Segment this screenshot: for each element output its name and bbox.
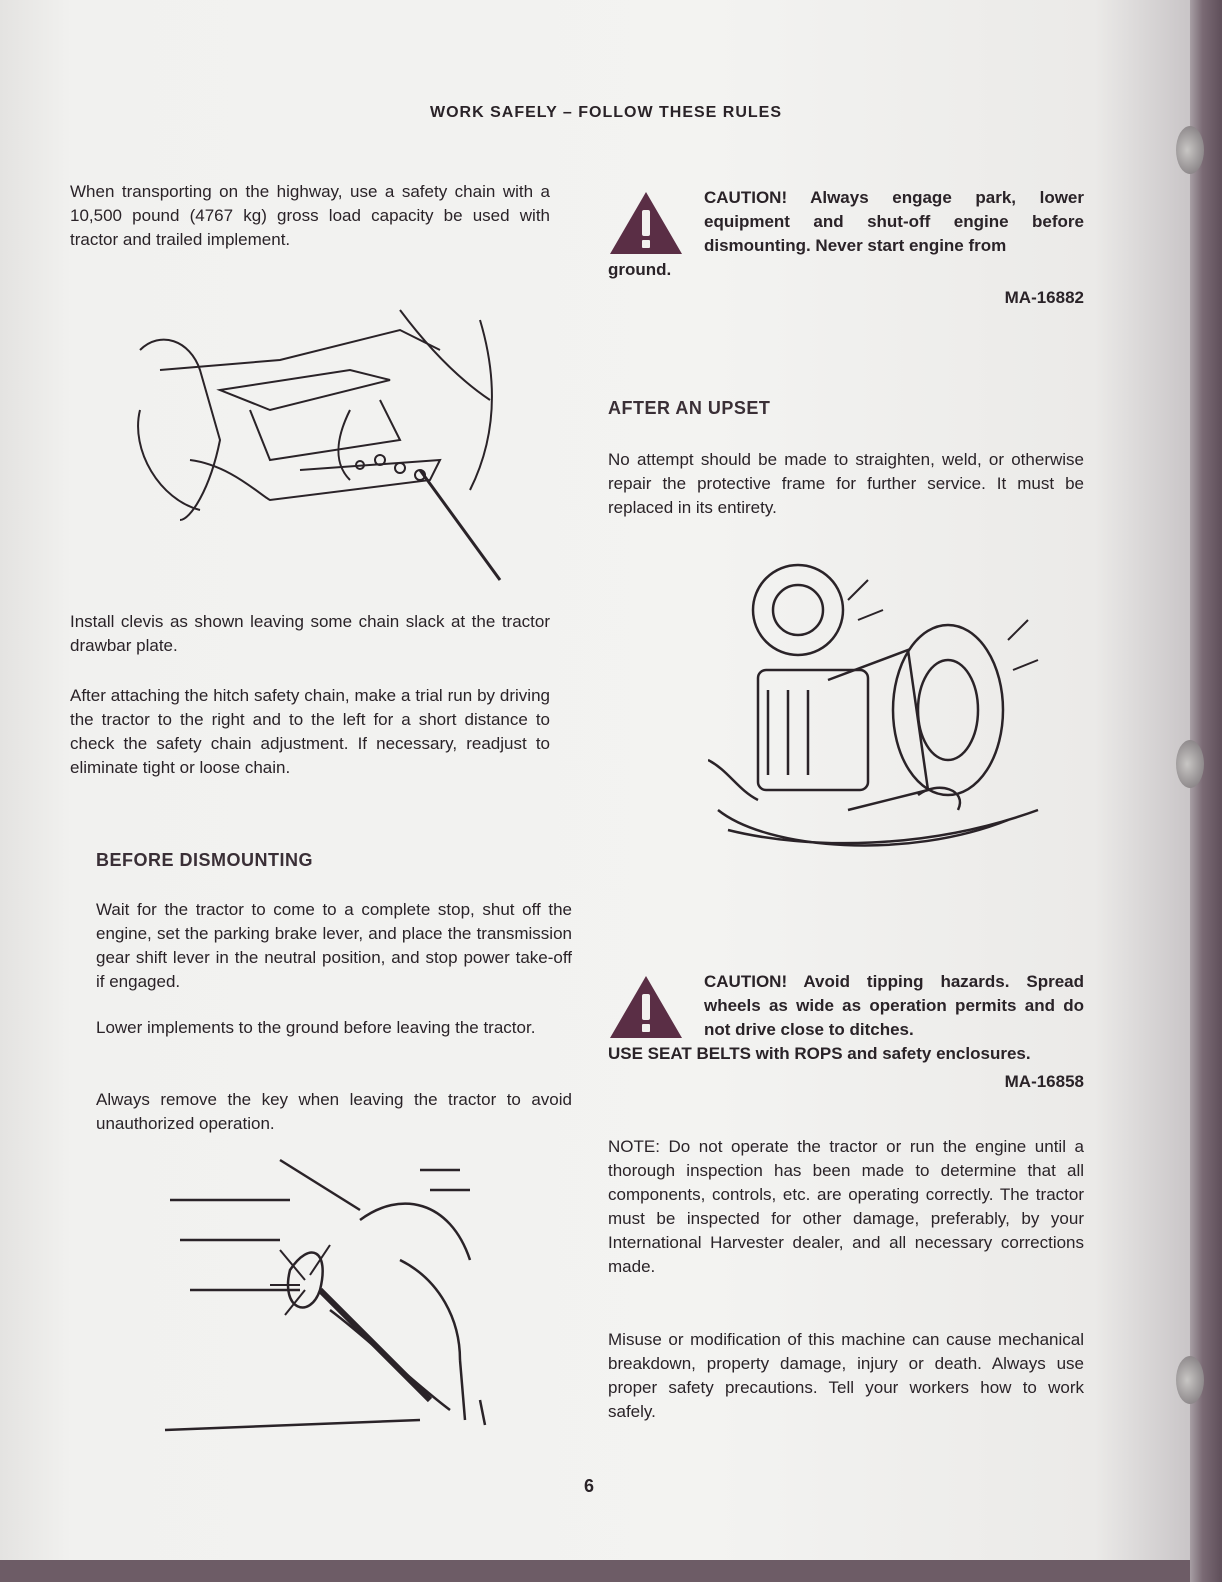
binder-hole xyxy=(1176,740,1204,788)
after-upset-heading: AFTER AN UPSET xyxy=(608,398,771,418)
dismount-paragraph: Wait for the tractor to come to a complete stop, shut off the engine, set the parking brake lever, and place the transmission gear shift lever in the neutral position, and stop power take-off if engaged. xyxy=(96,900,572,991)
overturned-tractor-illustration xyxy=(708,560,1068,860)
remove-key-paragraph: Always remove the key when leaving the tractor to avoid unauthorized operation. xyxy=(96,1090,572,1133)
page-title: WORK SAFELY – FOLLOW THESE RULES xyxy=(429,104,783,121)
caution-tipping-text: CAUTION! Avoid tipping hazards. Spread wheels as wide as operation permits and do not drive close to ditches. xyxy=(704,972,1084,1039)
transport-paragraph: When transporting on the highway, use a safety chain with a 10,500 pound (4767 kg) gross load capacity be used with tractor and trailed implement. xyxy=(70,182,550,249)
upset-paragraph: No attempt should be made to straighten, weld, or otherwise repair the protective frame for further service. It must be replaced in its entirety. xyxy=(608,450,1084,517)
before-dismounting-heading: BEFORE DISMOUNTING xyxy=(96,850,314,870)
hitch-chain-illustration xyxy=(100,290,520,610)
right-column xyxy=(608,180,1084,1421)
warning-triangle-icon xyxy=(608,190,684,256)
binding-edge xyxy=(1190,0,1222,1582)
page-number: 6 xyxy=(584,1476,595,1496)
binder-hole xyxy=(1176,126,1204,174)
left-column xyxy=(70,180,572,1133)
trial-run-paragraph: After attaching the hitch safety chain, make a trial run by driving the tractor to the right and to the left for a short distance to check the safety chain adjustment. If necessary, readjust to eliminate tight or loose chain. xyxy=(70,686,550,777)
inspection-note-paragraph: NOTE: Do not operate the tractor or run the engine until a thorough inspection has been made to determine that all components, controls, etc. are operating correctly. The tractor must be inspected for other damage, preferably, by your International Harvester dealer, and all necessary corrections made. xyxy=(608,1137,1084,1276)
misuse-paragraph: Misuse or modification of this machine can cause mechanical breakdown, property damage, injury or death. Always use proper safety precautions. Tell your workers how to work safely. xyxy=(608,1330,1084,1421)
caution-dismount-code: MA-16882 xyxy=(1004,288,1084,307)
caution-dismount-tail: ground. xyxy=(608,260,672,279)
caution-tipping-tail: USE SEAT BELTS with ROPS and safety enclosures. xyxy=(608,1044,1031,1063)
caution-tipping-code: MA-16858 xyxy=(1004,1072,1084,1091)
caution-dismount xyxy=(608,186,1084,310)
caution-dismount-text: CAUTION! Always engage park, lower equipment and shut-off engine before dismounting. Never start engine from xyxy=(704,188,1084,255)
binder-hole xyxy=(1176,1356,1204,1404)
lower-implements-paragraph: Lower implements to the ground before leaving the tractor. xyxy=(96,1018,536,1037)
caution-tipping xyxy=(608,970,1084,1094)
dismount-accident-illustration xyxy=(160,1150,540,1450)
clevis-paragraph: Install clevis as shown leaving some chain slack at the tractor drawbar plate. xyxy=(70,612,550,655)
warning-triangle-icon xyxy=(608,974,684,1040)
